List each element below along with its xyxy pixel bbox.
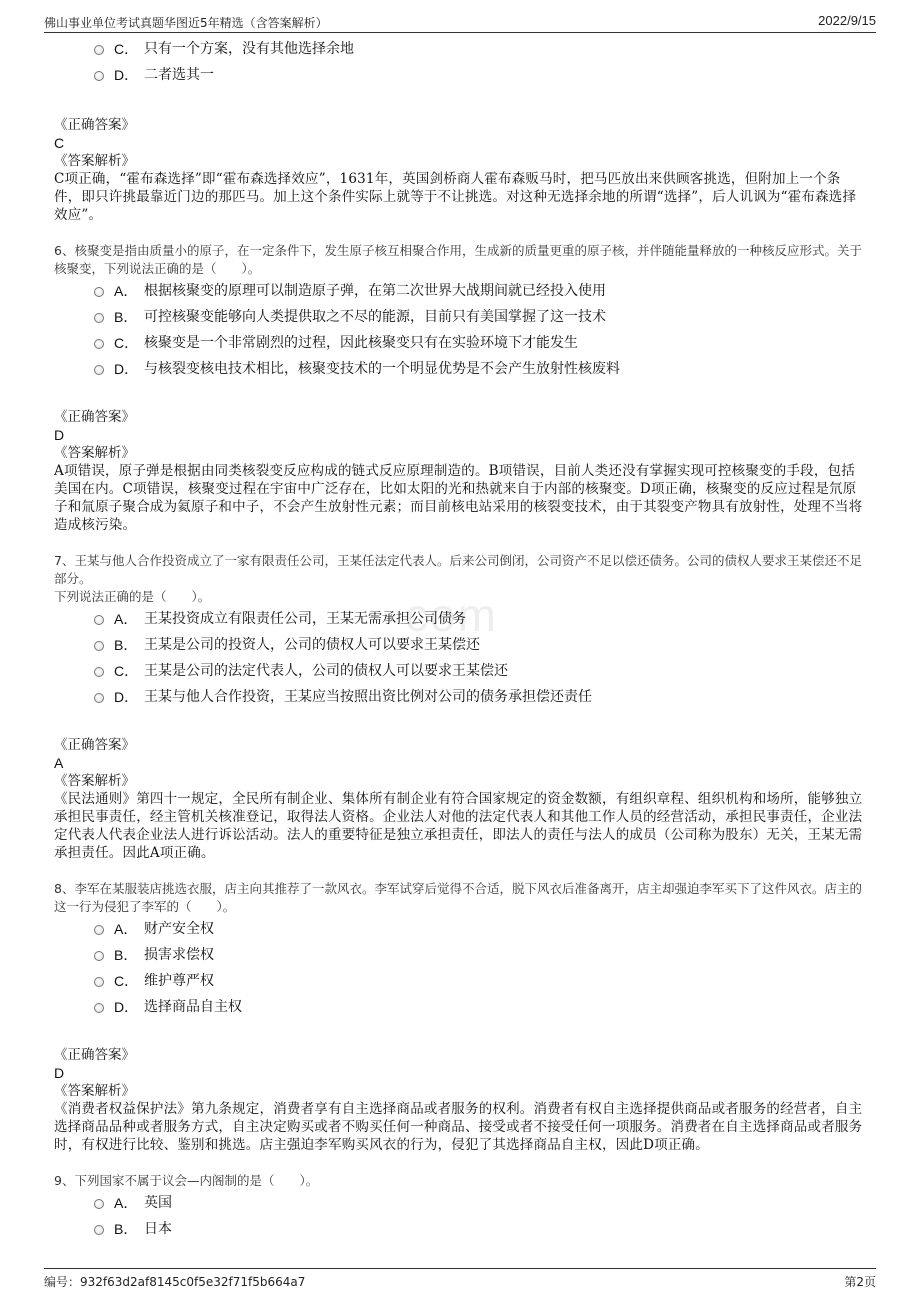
radio-icon[interactable]: [94, 615, 104, 625]
question-text: 6、核聚变是指由质量小的原子，在一定条件下，发生原子核互相聚合作用，生成新的质量更重的原子核，并伴随能量释放的一种核反应形式。关于核聚变，下列说法正确的是（ ）。: [54, 243, 862, 276]
radio-icon[interactable]: [94, 365, 104, 375]
option-c[interactable]: C． 维护尊严权: [54, 968, 866, 994]
document-title: 佛山事业单位考试真题华图近5年精选（含答案解析）: [44, 16, 328, 30]
explanation-text: 《消费者权益保护法》第九条规定，消费者享有自主选择商品或者服务的权利。消费者有权自主选择提供商品或者服务的经营者，自主选择商品品种或者服务方式，自主决定购买或者不购买任何一种商品、接受或者不接受任何一项服务。消费者在自主选择商品或者服务时，有权进行比较、鉴别和挑选。店主强迫李军购买风衣的行为，侵犯了其选择商品自主权，因此D项正确。: [54, 1101, 863, 1153]
explanation-text: 《民法通则》第四十一规定，全民所有制企业、集体所有制企业有符合国家规定的资金数额，有组织章程、组织机构和场所，能够独立承担民事责任，经主管机关核准登记，取得法人资格。企业法人对他的法定代表人和其他工作人员的经营活动，承担民事责任，企业法定代表人代表企业法人进行诉讼活动。法人的重要特征是独立承担责任，即法人的责任与法人的成员（公司称为股东）无关，王某无需承担责任。因此A项正确。: [54, 791, 863, 861]
question-8: [54, 880, 866, 1154]
question-5: [54, 36, 866, 224]
radio-icon[interactable]: [94, 339, 104, 349]
radio-icon[interactable]: [94, 1225, 104, 1235]
question-text: 8、李军在某服装店挑选衣服，店主向其推荐了一款风衣。李军试穿后觉得不合适，脱下风衣后准备离开，店主却强迫李军买下了这件风衣。店主的这一行为侵犯了李军的（ ）。: [54, 881, 862, 914]
radio-icon[interactable]: [94, 977, 104, 987]
question-text: 7、王某与他人合作投资成立了一家有限责任公司，王某任法定代表人。后来公司倒闭，公司资产不足以偿还债务。公司的债权人要求王某偿还不足部分。: [54, 553, 862, 586]
answer-label: 《正确答案》: [54, 737, 135, 753]
option-a[interactable]: A． 财产安全权: [54, 916, 866, 942]
radio-icon[interactable]: [94, 71, 104, 81]
correct-answer: D: [54, 427, 65, 443]
answer-label: 《正确答案》: [54, 409, 135, 425]
radio-icon[interactable]: [94, 45, 104, 55]
correct-answer: C: [54, 135, 65, 151]
option-c[interactable]: C． 王某是公司的法定代表人，公司的债权人可以要求王某偿还: [54, 658, 866, 684]
option-a[interactable]: A． 根据核聚变的原理可以制造原子弹，在第二次世界大战期间就已经投入使用: [54, 278, 866, 304]
option-d[interactable]: D． 王某与他人合作投资，王某应当按照出资比例对公司的债务承担偿还责任: [54, 684, 866, 710]
option-a[interactable]: A． 英国: [54, 1190, 866, 1216]
answer-label: 《正确答案》: [54, 1047, 135, 1063]
option-c[interactable]: C． 核聚变是一个非常剧烈的过程，因此核聚变只有在实验环境下才能发生: [54, 330, 866, 356]
explanation-label: 《答案解析》: [54, 445, 135, 461]
radio-icon[interactable]: [94, 1003, 104, 1013]
explanation-label: 《答案解析》: [54, 1083, 135, 1099]
option-c[interactable]: C． 只有一个方案，没有其他选择余地: [54, 36, 866, 62]
document-id: 编号：932f63d2af8145c0f5e32f71f5b664a7: [44, 1275, 306, 1289]
page-header: [44, 10, 876, 33]
watermark: com: [405, 589, 498, 641]
question-text: 9、下列国家不属于议会—内阁制的是（ ）。: [54, 1173, 319, 1188]
page-footer: [44, 1268, 876, 1291]
document-date: 2022/9/15: [818, 13, 876, 28]
explanation-text: A项错误，原子弹是根据由同类核裂变反应构成的链式反应原理制造的。B项错误，目前人类还没有掌握实现可控核聚变的手段，包括美国在内。C项错误，核聚变过程在宇宙中广泛存在，比如太阳的光和热就来自于内部的核聚变。D项正确，核聚变的反应过程是氘原子和氚原子聚合成为氦原子和中子，不会产生放射性元素；而目前核电站采用的核裂变技术，由于其裂变产物具有放射性，处理不当将造成核污染。: [54, 463, 863, 533]
option-b[interactable]: B． 可控核聚变能够向人类提供取之不尽的能源，目前只有美国掌握了这一技术: [54, 304, 866, 330]
radio-icon[interactable]: [94, 925, 104, 935]
option-d[interactable]: D． 与核裂变核电技术相比，核聚变技术的一个明显优势是不会产生放射性核废料: [54, 356, 866, 382]
radio-icon[interactable]: [94, 313, 104, 323]
radio-icon[interactable]: [94, 951, 104, 961]
radio-icon[interactable]: [94, 693, 104, 703]
correct-answer: A: [54, 755, 64, 771]
explanation-text: C项正确，“霍布森选择”即“霍布森选择效应”，1631年，英国剑桥商人霍布森贩马时，把马匹放出来供顾客挑选，但附加上一个条件，即只许挑最靠近门边的那匹马。加上这个条件实际上就等于不让挑选。对这种无选择余地的所谓“选择”，后人讥讽为“霍布森选择效应”。: [54, 171, 857, 223]
question-6: [54, 242, 866, 534]
correct-answer: D: [54, 1065, 65, 1081]
option-b[interactable]: B． 日本: [54, 1216, 866, 1242]
option-d[interactable]: D． 选择商品自主权: [54, 994, 866, 1020]
radio-icon[interactable]: [94, 287, 104, 297]
answer-label: 《正确答案》: [54, 117, 135, 133]
option-b[interactable]: B． 王某是公司的投资人，公司的债权人可以要求王某偿还: [54, 632, 866, 658]
radio-icon[interactable]: [94, 1199, 104, 1209]
option-d[interactable]: D． 二者选其一: [54, 62, 866, 88]
page-number: 第2页: [844, 1275, 876, 1289]
explanation-label: 《答案解析》: [54, 773, 135, 789]
question-prompt: 下列说法正确的是（ ）。: [54, 589, 211, 604]
question-9: [54, 1172, 866, 1242]
option-a[interactable]: A． 王某投资成立有限责任公司，王某无需承担公司债务: [54, 606, 866, 632]
option-b[interactable]: B． 损害求偿权: [54, 942, 866, 968]
page-content: [54, 36, 866, 1242]
radio-icon[interactable]: [94, 667, 104, 677]
explanation-label: 《答案解析》: [54, 153, 135, 169]
radio-icon[interactable]: [94, 641, 104, 651]
question-7: [54, 552, 866, 862]
